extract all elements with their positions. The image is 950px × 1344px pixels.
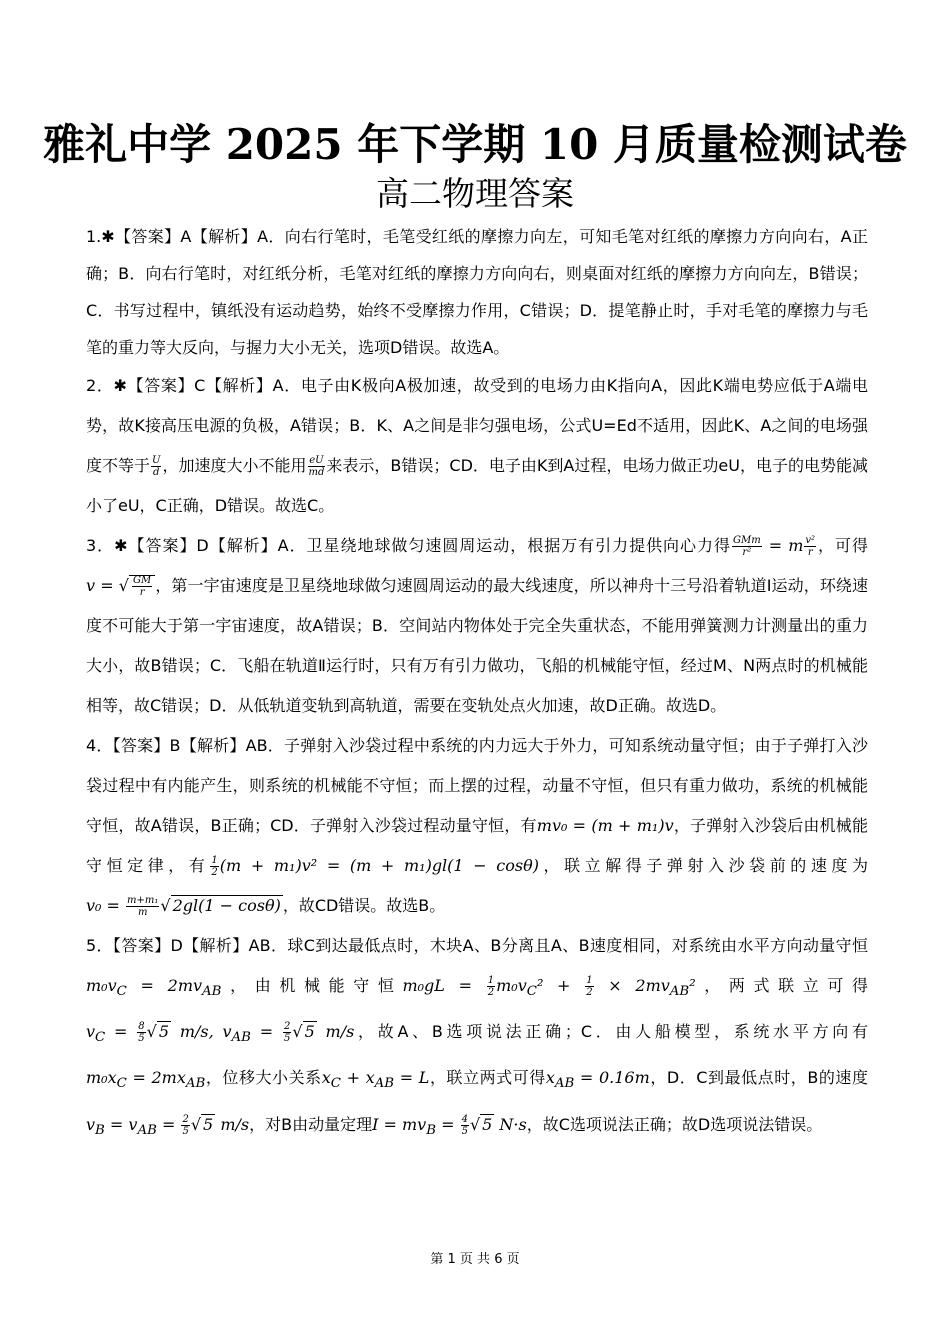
formula-displacement-sum: $x_C + x_{AB} = L$ (321, 1068, 430, 1092)
answer-5-text-a: AB．球C到达最低点时，木块A、B分离且A、B速度相同，对系统由水平方向动量守恒 (248, 936, 868, 955)
page-footer: 第 1 页 共 6 页 (430, 1252, 520, 1267)
page-title: 雅礼中学 2025 年下学期 10 月质量检测试卷 (43, 120, 907, 169)
answer-5-text-h: ，对B由动量定理 (249, 1114, 373, 1134)
answer-1-text: A．向右行笔时，毛笔受红纸的摩擦力向左，可知毛笔对红纸的摩擦力方向向右，A正确；B．向右行笔时，对红纸分析，毛笔对红纸的摩擦力方向向右，则桌面对红纸的摩擦力方向向左，B错误；C．书写过程中，镇纸没有运动趋势，始终不受摩擦力作用，C错误；D．提笔静止时，手对毛笔的摩擦力与毛笔的重力等大反向，与握力大小无关，选项D错误。故选A。 (86, 227, 868, 357)
formula-initial-speed: v₀ = $\frac{\text{m+m₁}}{m}$ √ 2gl(1 − cosθ) (86, 895, 281, 918)
answer-4 (86, 726, 868, 926)
answer-4-prefix: 4．【答案】B【解析】 (86, 736, 246, 755)
formula-energy-conservation: $\frac{1}{2}$ (m + m₁)v² = (m + m₁)gl(1 − cosθ) (211, 855, 539, 878)
answer-5-text-c: ，两式联立可得 (695, 976, 868, 995)
answer-2-text-b: ，加速度大小不能用 (162, 456, 307, 475)
answer-5-text-d: ，故A、B选项说法正确；C．由人船模型，系统水平方向有 (354, 1022, 869, 1042)
answer-5-text-f: ，联立两式可得 (429, 1068, 546, 1088)
formula-u-over-d: $\frac{U}{d}$ (152, 455, 161, 478)
answer-3 (86, 526, 868, 726)
formula-displacement-relation: $m_0x_C = 2mx_{AB}$ (86, 1068, 206, 1092)
answer-5-text-g: ，D．C到最低点时，B的速度 (649, 1068, 868, 1088)
answer-4-text-c: ，联立解得子弹射入沙袋前的速度为 (538, 856, 868, 875)
answer-5 (86, 926, 868, 1151)
answer-2-text-c: 来表示，B错误；CD．电子由K到A过程，电场力做正功eU，电子的电势能减小了eU，C正确，D错误。故选C。 (86, 456, 868, 515)
formula-impulse: $I = mv_B$ = $\frac{4}{5}$ √ 5 N·s (372, 1113, 527, 1138)
formula-gravity-centripetal: $\frac{\text{GMm}}{\text{r²}}$ = m $\frac{\text{v²}}{r}$ (732, 535, 816, 558)
answer-5-text-b: ，由机械能守恒 (221, 976, 403, 995)
answer-2-prefix: 2．✱【答案】C【解析】 (86, 376, 273, 395)
answer-5-text-e: ，位移大小关系 (205, 1068, 322, 1088)
answer-5-prefix: 5．【答案】D【解析】 (86, 936, 249, 955)
formula-velocities: $v_C$ = $\frac{8}{5}$ √ 5 m/s, $v_{AB}$ = $\frac{2}{5}$ √ 5 m/s (86, 1021, 355, 1046)
formula-v-b: $v_B = v_{AB}$ = $\frac{2}{5}$ √ 5 m/s (86, 1113, 250, 1138)
formula-orbital-speed: v = √ $\frac{GM}{r}$ (86, 575, 155, 595)
answer-4-text-d: ，故CD错误。故选B。 (282, 896, 446, 915)
answer-1 (86, 218, 868, 366)
answer-4-text-b: ，子弹射入沙袋后由机械能守恒定律，有 (86, 816, 868, 875)
answer-4-text-a: AB．子弹射入沙袋过程中系统的内力远大于外力，可知系统动量守恒；由于子弹打入沙袋过程中有内能产生，则系统的机械能不守恒；而上摆的过程，动量不守恒，但只有重力做功，系统的机械能守恒，故A错误，B正确；CD．子弹射入沙袋过程动量守恒，有 (86, 736, 868, 835)
answer-5-text-i: ，故C选项说法正确；故D选项说法错误。 (526, 1114, 823, 1134)
answer-2 (86, 366, 868, 526)
answer-3-text-b: ，可得 (817, 536, 868, 555)
formula-eu-over-md: $\frac{eU}{md}$ (308, 455, 325, 478)
page-subtitle: 高二物理答案 (376, 174, 574, 213)
answer-3-prefix: 3．✱【答案】D【解析】 (86, 536, 278, 555)
answer-3-text-a: A．卫星绕地球做匀速圆周运动，根据万有引力提供向心力得 (277, 536, 731, 555)
answer-2-text-a: A．电子由K极向A极加速，故受到的电场力由K指向A，因此K端电势应低于A端电势，故K接高压电源的负极，A错误；B．K、A之间是非匀强电场，公式U=Ed不适用，因此K、A之间的电场强度不等于 (86, 376, 868, 475)
formula-energy-5: m₀gL = $\frac{1}{2}$ $m_0v_C^2$ + $\frac{1}{2}$ × $2mv_{AB}^2$ (402, 975, 696, 1000)
formula-x-ab: $x_{AB} = 0.16m$ (545, 1068, 650, 1092)
answer-3-text-c: ，第一宇宙速度是卫星绕地球做匀速圆周运动的最大线速度，所以神舟十三号沿着轨道Ⅰ运动，环绕速度不可能大于第一宇宙速度，故A错误；B．空间站内物体处于完全失重状态，不能用弹簧测力计测量出的重力大小，故B错误；C．飞船在轨道Ⅱ运行时，只有万有引力做功，飞船的机械能守恒，经过M、N两点时的机械能相等，故C错误；D．从低轨道变轨到高轨道，需要在变轨处点火加速，故D正确。故选D。 (86, 576, 868, 715)
formula-momentum-conservation: mv₀ = (m + m₁)v (536, 816, 674, 835)
answer-content (86, 218, 868, 1151)
answer-1-prefix: 1.✱【答案】A【解析】 (86, 227, 258, 246)
formula-momentum-5: $m_0v_C = 2mv_{AB}$ (86, 976, 222, 1000)
